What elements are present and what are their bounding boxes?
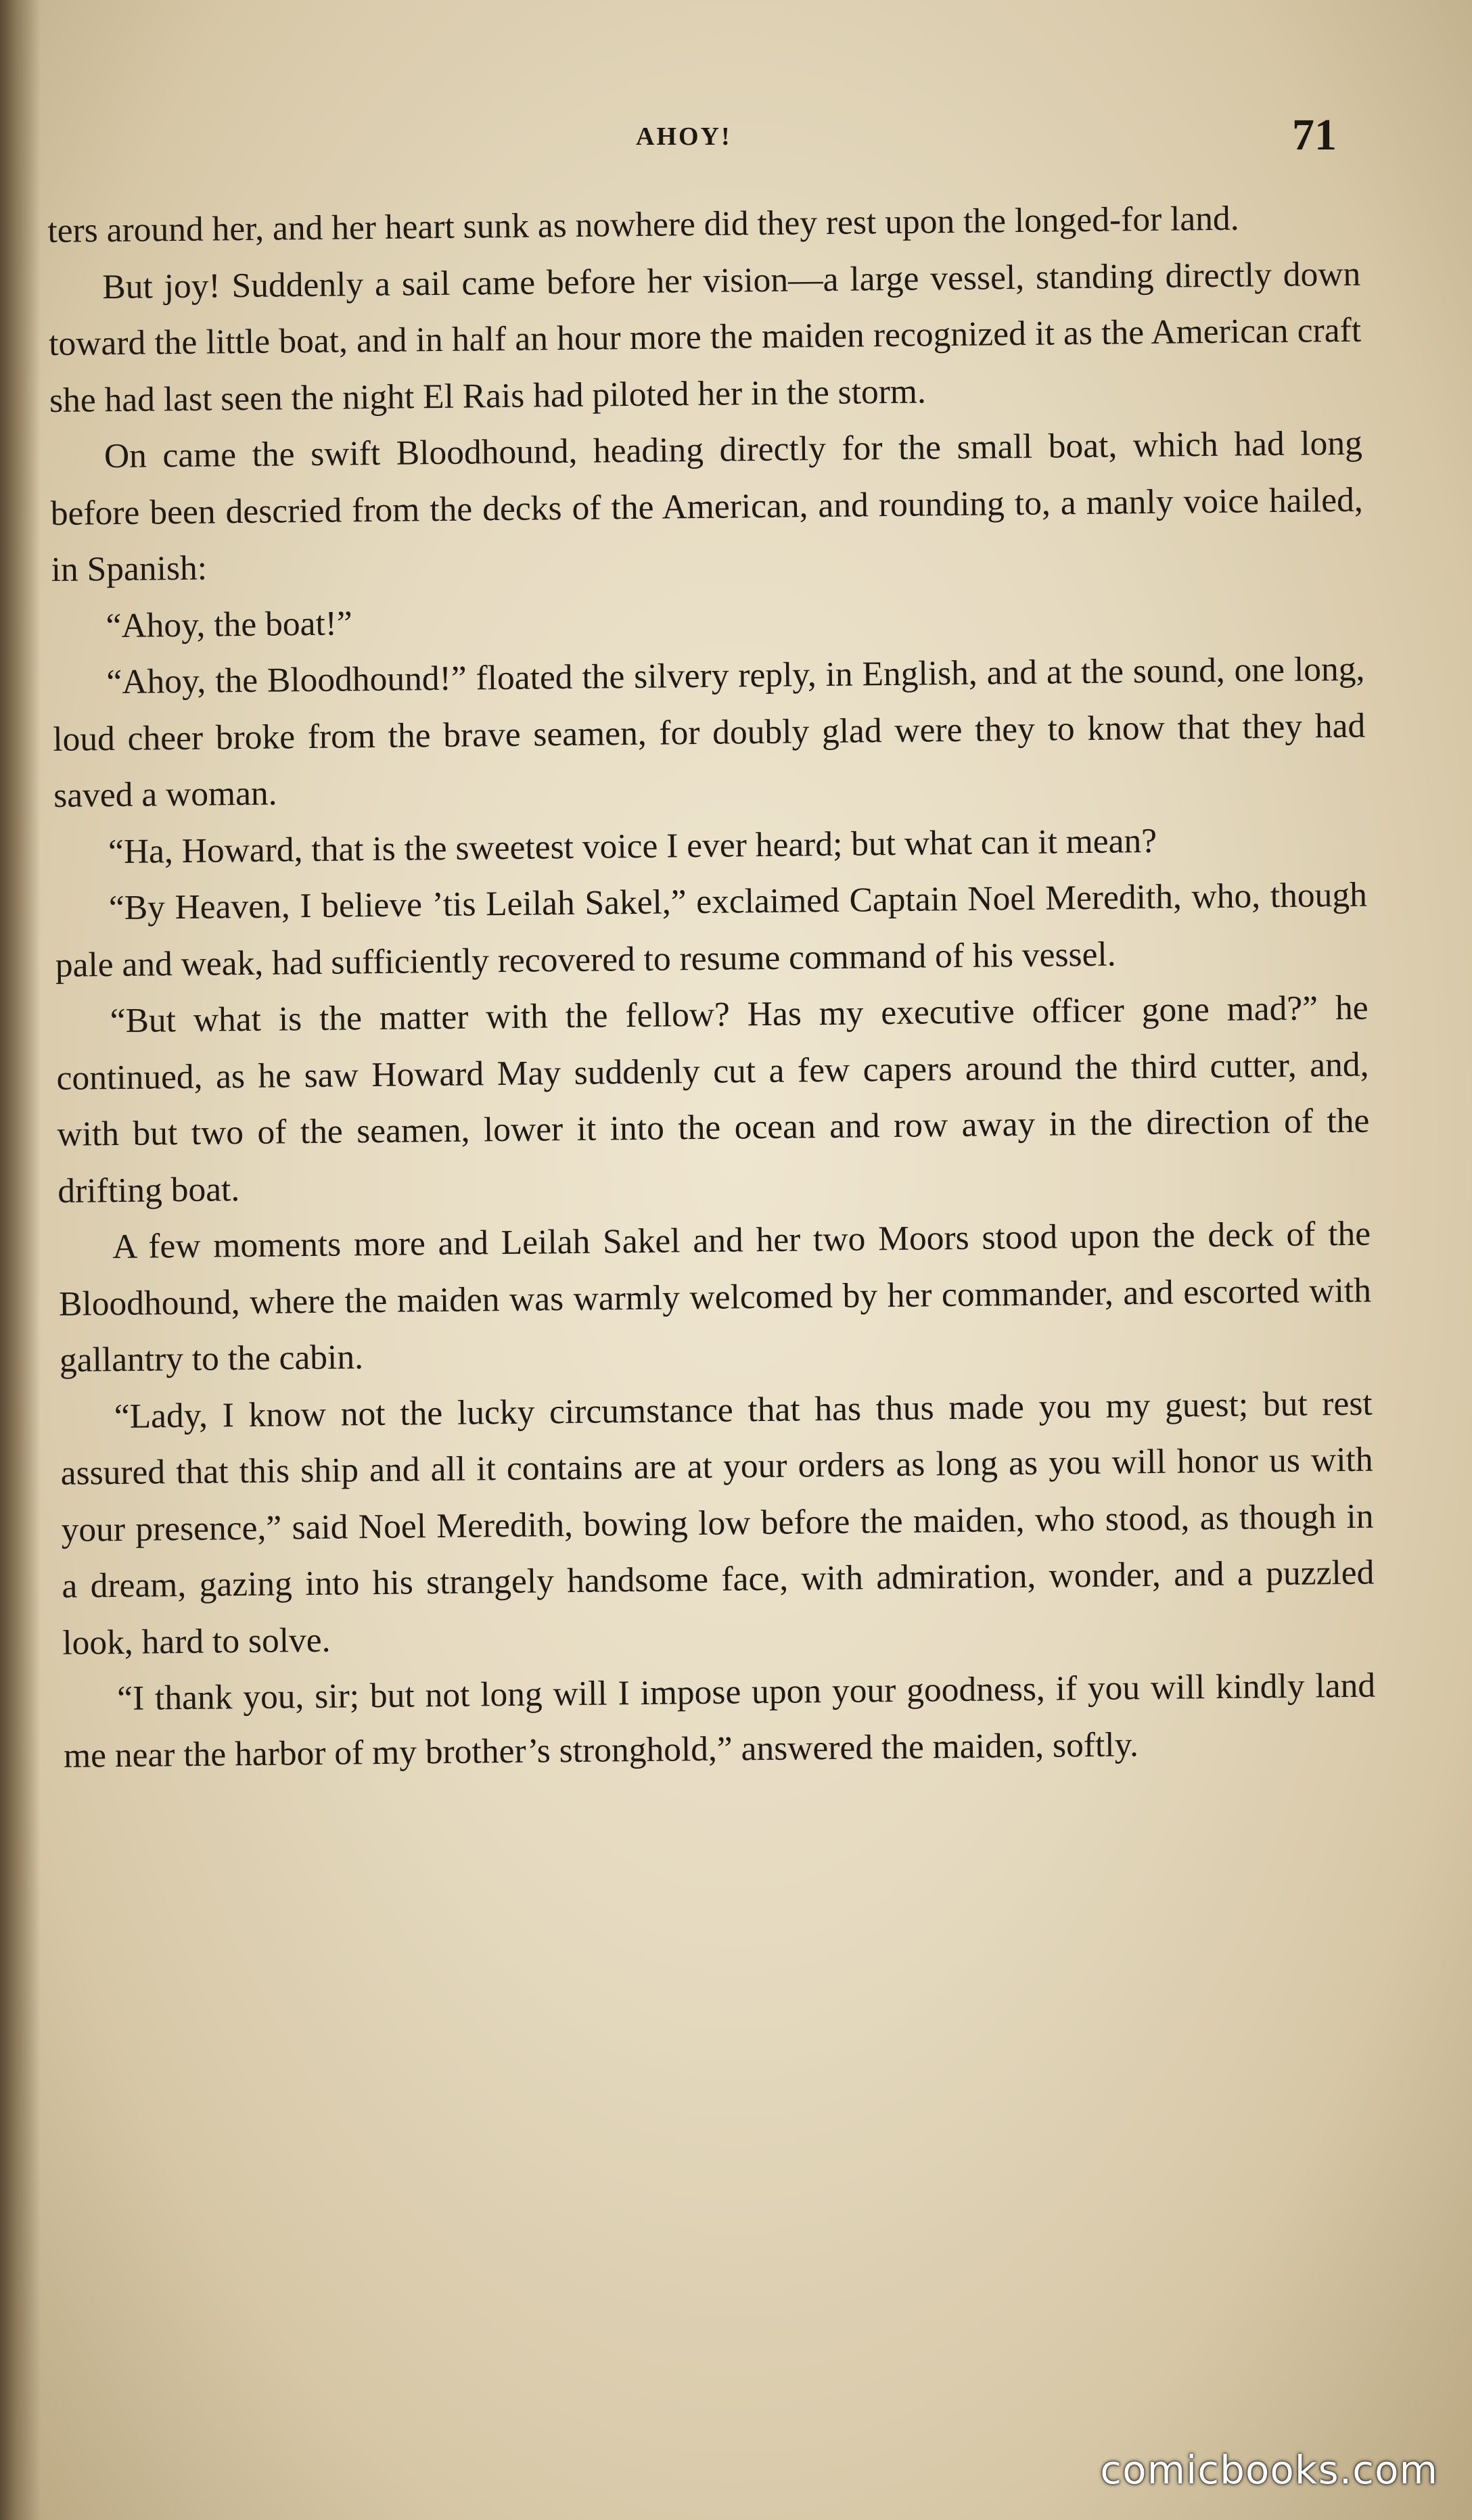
paragraph: ters around her, and her heart sunk as nowhere did they rest upon the longed-for land. xyxy=(47,199,1239,250)
running-head: AHOY! xyxy=(636,122,732,151)
paragraph: “Lady, I know not the lucky circumstance that has thus made you my guest; but rest assured that this ship and all it contains are at your orders as long as you will honor us with your presence,” said Noel Meredith, bowing low before the maiden, who stood, as though in a dream, gazing into his strangely handsome face, with admiration, wonder, and a puzzled look, hard to solve. xyxy=(60,1384,1375,1662)
paragraph: But joy! Suddenly a sail came before her vision—a large vessel, standing directly down toward the little boat, and in half an hour more the maiden recognized it as the American craft she had last seen the night El Rais had piloted her in the storm. xyxy=(48,254,1362,420)
paragraph: “I thank you, sir; but not long will I impose upon your goodness, if you will kindly land me near the harbor of my brother’s stronghold,” answered the maiden, softly. xyxy=(63,1666,1376,1775)
site-watermark: comicbooks.com xyxy=(1100,2447,1438,2493)
paragraph: On came the swift Bloodhound, heading directly for the small boat, which had long before been descried from the decks of the American, and rounding to, a manly voice hailed, in Spanish: xyxy=(50,423,1363,589)
paragraph: “Ahoy, the Bloodhound!” floated the silvery reply, in English, and at the sound, one long, loud cheer broke from the brave seamen, for doubly glad were they to know that they had saved a woman. xyxy=(53,649,1366,815)
page-number: 71 xyxy=(1292,110,1337,160)
paragraph: “Ha, Howard, that is the sweetest voice I ever heard; but what can it mean? xyxy=(108,821,1157,871)
paragraph: “By Heaven, I believe ’tis Leilah Sakel,” exclaimed Captain Noel Meredith, who, though pale and weak, had sufficiently recovered to resume command of his vessel. xyxy=(55,875,1368,985)
paragraph: A few moments more and Leilah Sakel and her two Moors stood upon the deck of the Bloodhound, where the maiden was warmly welcomed by her commander, and escorted with gallantry to the cabin. xyxy=(58,1214,1372,1380)
body-text xyxy=(47,189,1376,1784)
paragraph: “Ahoy, the boat!” xyxy=(106,603,353,645)
page-header xyxy=(0,110,1472,183)
paragraph: “But what is the matter with the fellow? Has my executive officer gone mad?” he continued, as he saw Howard May suddenly cut a few capers around the third cutter, and, with but two of the seamen, lower it into the ocean and row away in the direction of the drifting boat. xyxy=(56,988,1370,1211)
page-binding-edge xyxy=(0,0,41,2520)
